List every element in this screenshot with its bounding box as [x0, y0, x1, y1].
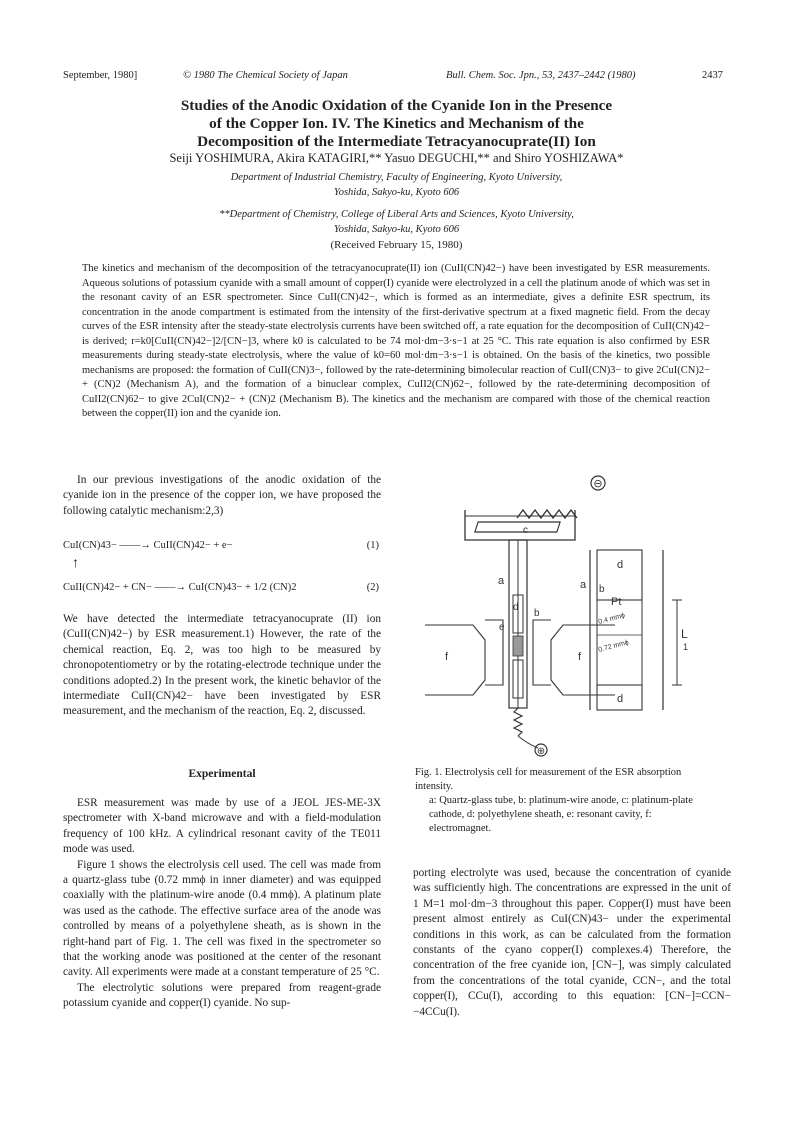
equation-1 [63, 540, 381, 551]
anode-lead-coil [514, 708, 522, 736]
detail-label-1: 1 [683, 642, 689, 652]
cathode-lead-coil [517, 510, 577, 518]
figure-1-caption [415, 766, 715, 836]
detail-dim-072: 0.72 mmϕ [597, 639, 630, 654]
detail-label-d-lower: d [617, 693, 624, 705]
title-line: Decomposition of the Intermediate Tetracyanocuprate(II) Ion [197, 133, 596, 150]
header-journal: Bull. Chem. Soc. Jpn., 53, 2437–2442 (1980) [446, 70, 636, 81]
detail-label-a: a [580, 579, 587, 591]
right-paragraph: porting electrolyte was used, because the concentration of cyanide was sufficiently high. The concentrations are expressed in the unit of 1 M=1 mol·dm−3 throughout this paper. Copper(I) must have been present almost entirely as CuI(CN)43− under the experimental conditions in this work, as can be calculated from the formation constants of the cyano copper(I) complexes.4) Therefore, the concentration of the free cyanide ion, [CN−], was simply calculated from the concentrations of the total cyanide, CCN−, and the total copper(I), CCu(I), according to this equation: [CN−]=CCN−−4CCu(I). [413, 867, 731, 1018]
anode-wire [518, 736, 538, 748]
paragraph-esr [63, 612, 381, 720]
detail-dim-04: 0.4 mmϕ [597, 612, 626, 626]
label-a: a [498, 575, 505, 587]
header-date: September, 1980] [63, 70, 138, 81]
cathode-plate [475, 522, 560, 532]
equation-2-number: (2) [366, 582, 379, 593]
exposed-anode [513, 636, 523, 656]
paper-title [40, 97, 753, 151]
paragraph-esr-text: We have detected the intermediate tetracyanocuprate (II) ion (CuII(CN)42−) by ESR measurement.1) However, the rate of the chemical reaction, Eq. 2, was too high to be measured by chronopotentiometry or by the rotating-electrode technique under the conditions adopted.2) In the present work, the kinetic behavior of the intermediate CuII(CN)42− have been investigated by ESR measurement, and the mechanism of the reaction, Eq. 2, discussed. [63, 613, 381, 718]
figure-1-electrolysis-cell [415, 470, 695, 760]
equation-2 [63, 582, 381, 593]
authors: Seiji YOSHIMURA, Akira KATAGIRI,** Yasuo DEGUCHI,** and Shiro YOSHIZAWA* [169, 151, 624, 165]
label-d: d [513, 602, 519, 613]
experimental-text [63, 796, 381, 1012]
plus-label: ⊕ [536, 746, 546, 757]
detail-label-b: b [599, 584, 605, 595]
label-f-right: f [578, 651, 582, 663]
affiliation-line: Yoshida, Sakyo-ku, Kyoto 606 [333, 224, 460, 235]
detail-label-d-upper: d [617, 559, 624, 571]
caption-title: Fig. 1. Electrolysis cell for measurement of the ESR absorption intensity. [415, 767, 682, 792]
label-c: c [523, 525, 528, 536]
section-heading-experimental: Experimental [188, 768, 256, 780]
exp-paragraph-1: ESR measurement was made by use of a JEOL JES-ME-3X spectrometer with X-band microwave and with a field-modulation frequency of 100 kHz. A cylindrical resonant cavity of the TE011 mode was used. [63, 797, 381, 856]
title-line: of the Copper Ion. IV. The Kinetics and Mechanism of the [209, 115, 584, 132]
exp-paragraph-3: The electrolytic solutions were prepared from reagent-grade potassium cyanide and copper(I) cyanide. No sup- [63, 981, 381, 1010]
label-f-left: f [445, 651, 449, 663]
equation-1-number: (1) [366, 540, 379, 551]
detail-label-L: L [681, 627, 688, 641]
equation-2-text: CuII(CN)42− + CN− ——→ CuI(CN)43− + 1/2 (CN)2 [63, 582, 297, 593]
affiliation-1 [40, 170, 753, 200]
affiliation-line: Department of Industrial Chemistry, Faculty of Engineering, Kyoto University, [230, 172, 563, 183]
caption-legend: a: Quartz-glass tube, b: platinum-wire anode, c: platinum-plate cathode, d: polyethylene sheath, e: resonant cavity, f: electromagnet. [429, 795, 693, 834]
electromagnet-left [425, 625, 485, 695]
affiliation-line: **Department of Chemistry, College of Liberal Arts and Sciences, Kyoto University, [219, 209, 574, 220]
affiliation-2 [40, 207, 753, 237]
affiliation-line: Yoshida, Sakyo-ku, Kyoto 606 [333, 187, 460, 198]
right-column-text [413, 866, 731, 1020]
resonant-cavity-right [533, 620, 551, 685]
received-date: (Received February 15, 1980) [330, 239, 463, 251]
label-b: b [534, 608, 540, 619]
intro-paragraph [63, 473, 381, 519]
exp-paragraph-2: Figure 1 shows the electrolysis cell used. The cell was made from a quartz-glass tube (0.72 mmϕ in inner diameter) and was equipped coaxially with the platinum-wire anode (0.4 mmϕ). A platinum plate was used as the cathode. The effective surface area of the anode was controlled by means of a polyethylene sheath, as is shown in the right-hand part of Fig. 1. The cell was fixed in the spectrometer so that the working anode was positioned at the center of the resonant cavity. All experiments were made at a constant temperature of 25 °C. [63, 858, 381, 979]
title-line: Studies of the Anodic Oxidation of the Cyanide Ion in the Presence [180, 97, 613, 114]
equation-1-text: CuI(CN)43− ——→ CuII(CN)42− + e− [63, 540, 233, 551]
intro-text: In our previous investigations of the anodic oxidation of the cyanide ion in the presence of the copper ion, we have proposed the following catalytic mechanism:2,3) [63, 474, 381, 517]
header-copyright: © 1980 The Chemical Society of Japan [183, 70, 348, 81]
reaction-arrow-up: ↑ [72, 556, 79, 571]
minus-label: ⊖ [593, 478, 603, 490]
abstract: The kinetics and mechanism of the decomposition of the tetracyanocuprate(II) ion (CuII(CN)42−) have been investigated by ESR measurements. Aqueous solutions of potassium cyanide with a small amount of copper(I) cyanide were electrolyzed in a cell the platinum anode of which was set in the resonant cavity of an ESR spectrometer. Since CuII(CN)42−, which is formed as an intermediate, gives a definite ESR spectrum, its concentration in the anode compartment is estimated from the intensity of the first-derivative spectrum at a fixed magnetic field. From the decay curves of the ESR intensity after the steady-state electrolysis currents have been switched off, a rate equation for the decomposition of CuII(CN)42− is derived; r=k0[CuII(CN)42−]2/[CN−]3, where k0 is calculated to be 74 mol·dm−3·s−1 at 25 °C. This rate equation is also confirmed by ESR measurements during steady-state electrolysis, where the value of k0=60 mol·dm−3·s−1 is obtained. On the basis of the kinetics, two possible mechanisms are proposed: the formation of CuII(CN)3−, followed by the rate-determining bimolecular reaction of CuII(CN)3− to give 2CuI(CN)2− + (CN)2 (Mechanism A), and the formation of a binuclear complex, CuII2(CN)62−, followed by the rate-determining decomposition of CuII2(CN)62− to give 2CuI(CN)2− + (CN)2 (Mechanism B). The kinetics and the mechanism are compared with those of the chemical reaction between the copper(II) ion and the cyanide ion. [82, 263, 710, 419]
header-page: 2437 [702, 70, 723, 81]
label-e: e [499, 622, 505, 633]
detail-label-pt: Pt [611, 596, 622, 608]
